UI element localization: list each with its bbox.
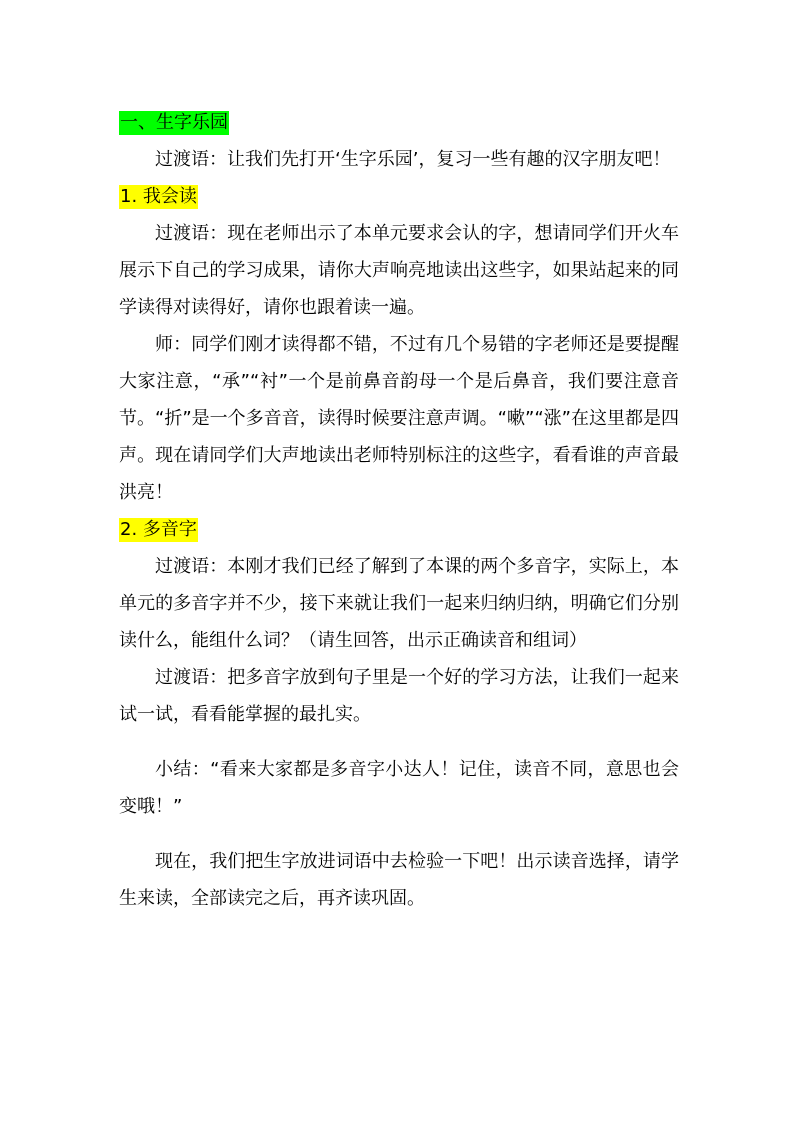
- paragraph-transition-duoyinzi: 过渡语：本刚才我们已经了解到了本课的两个多音字，实际上，本单元的多音字并不少，接下来就让我们一起来归纳归纳，明确它们分别读什么，能组什么词？（请生回答，出示正确读音和组词）: [119, 556, 679, 651]
- paragraph-gap: [119, 733, 679, 751]
- paragraph-teacher-notes: 师：同学们刚才读得都不错，不过有几个易错的字老师还是要提醒大家注意，“承”“衬”一个是前鼻音韵母一个是后鼻音，我们要注意音节。“折”是一个多音音，读得时候要注意声调。“嗽”“涨”在这里都是四声。现在请同学们大声地读出老师特别标注的这些字，看看谁的声音最洪亮！: [119, 334, 679, 503]
- paragraph-transition-reading: 过渡语：现在老师出示了本单元要求会认的字，想请同学们开火车展示下自己的学习成果，请你大声响亮地读出这些字，如果站起来的同学读得对读得好，请你也跟着读一遍。: [119, 223, 679, 318]
- paragraph-transition-sentences: 过渡语：把多音字放到句子里是一个好的学习方法，让我们一起来试一试，看看能掌握的最扎实。: [119, 667, 679, 725]
- section-heading-duoyinzi: [119, 511, 679, 548]
- paragraph-practice: 现在，我们把生字放进词语中去检验一下吧！出示读音选择，请学生来读，全部读完之后，再齐读巩固。: [119, 851, 679, 909]
- paragraph-transition-intro: 过渡语：让我们先打开‘生字乐园’，复习一些有趣的汉字朋友吧！: [155, 149, 671, 170]
- heading-text: 2. 多音字: [120, 518, 197, 540]
- heading-text: 一、生字乐园: [120, 111, 228, 133]
- document-body: [119, 104, 679, 917]
- paragraph-gap: [119, 825, 679, 843]
- paragraph-summary: 小结：“看来大家都是多音字小达人！记住，读音不同，意思也会变哦！”: [119, 759, 679, 817]
- section-heading-wo-hui-du: [119, 178, 679, 215]
- heading-text: 1. 我会读: [120, 185, 197, 207]
- section-heading-shengzi-leyuan: [119, 104, 679, 141]
